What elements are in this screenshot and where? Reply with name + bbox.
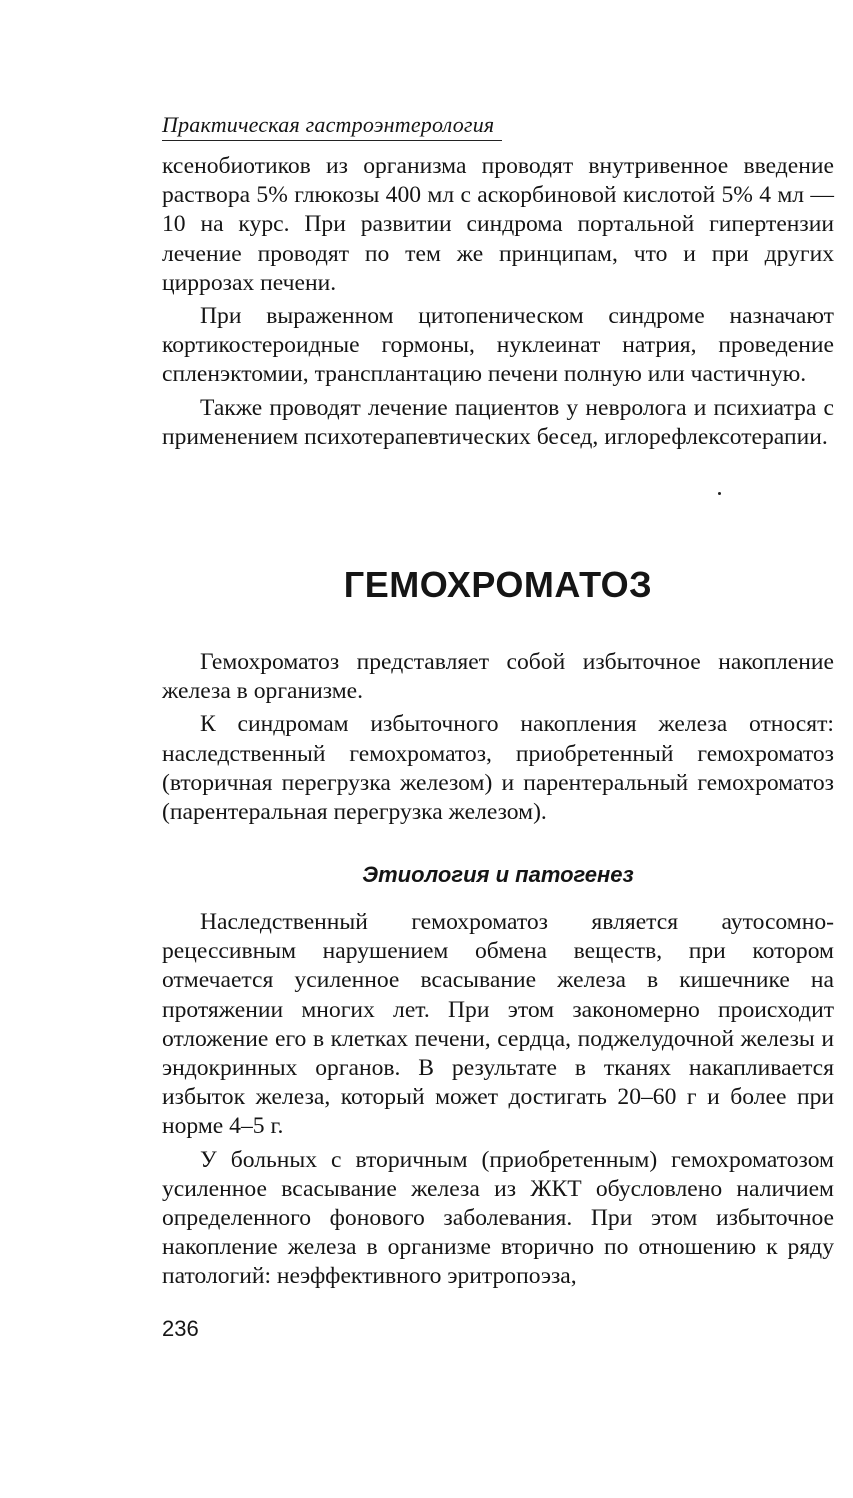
chapter-title: ГЕМОХРОМАТОЗ [343, 564, 653, 605]
section-title: Этиология и патогенез [362, 862, 634, 887]
paragraph: Также проводят лечение пациентов у невролога и психиатра с применением психотерапевтических бесед, иглорефлексотерапии. [162, 394, 834, 450]
running-header: Практическая гастроэнтерология [162, 110, 502, 141]
paragraph: Гемохроматоз представляет собой избыточное накопление железа в организме. [162, 649, 834, 705]
section-body-block [162, 908, 834, 1292]
page-number: 236 [162, 1316, 199, 1341]
paragraph-continuation: ксенобиотиков из организма проводят внутривенное введение раствора 5% глюкозы 400 мл с аскорбиновой кислотой 5% 4 мл — 10 на курс. При развитии синдрома портальной гипертензии лечение проводят по тем же принципам, что и при других циррозах печени. [162, 153, 834, 296]
paragraph: У больных с вторичным (приобретенным) гемохроматозом усиленное всасывание железа из ЖКТ обусловлено наличием определенного фонового заболевания. При этом избыточное накопление железа в организме вторично по отношению к ряду патологий: неэффективного эритропоэза, [162, 1146, 834, 1290]
paragraph: К синдромам избыточного накопления железа относят: наследственный гемохроматоз, приобретенный гемохроматоз (вторичная перегрузка железом) и парентеральный гемохроматоз (парентеральная перегрузка железом). [162, 711, 834, 826]
paragraph: Наследственный гемохроматоз является аутосомно-рецессивным нарушением обмена веществ, при котором отмечается усиленное всасывание железа в кишечнике на протяжении многих лет. При этом закономерно происходит отложение его в клетках печени, сердца, поджелудочной железы и эндокринных органов. В результате в тканях накапливается избыток железа, который может достигать 20–60 г и более при норме 4–5 г. [162, 909, 834, 1140]
print-speck [718, 492, 721, 495]
top-text-block [162, 152, 834, 452]
paragraph: При выраженном цитопеническом синдроме назначают кортикостероидные гормоны, нуклеинат натрия, проведение спленэктомии, трансплантацию печени полную или частичную. [162, 303, 834, 388]
chapter-intro-block [162, 648, 834, 827]
